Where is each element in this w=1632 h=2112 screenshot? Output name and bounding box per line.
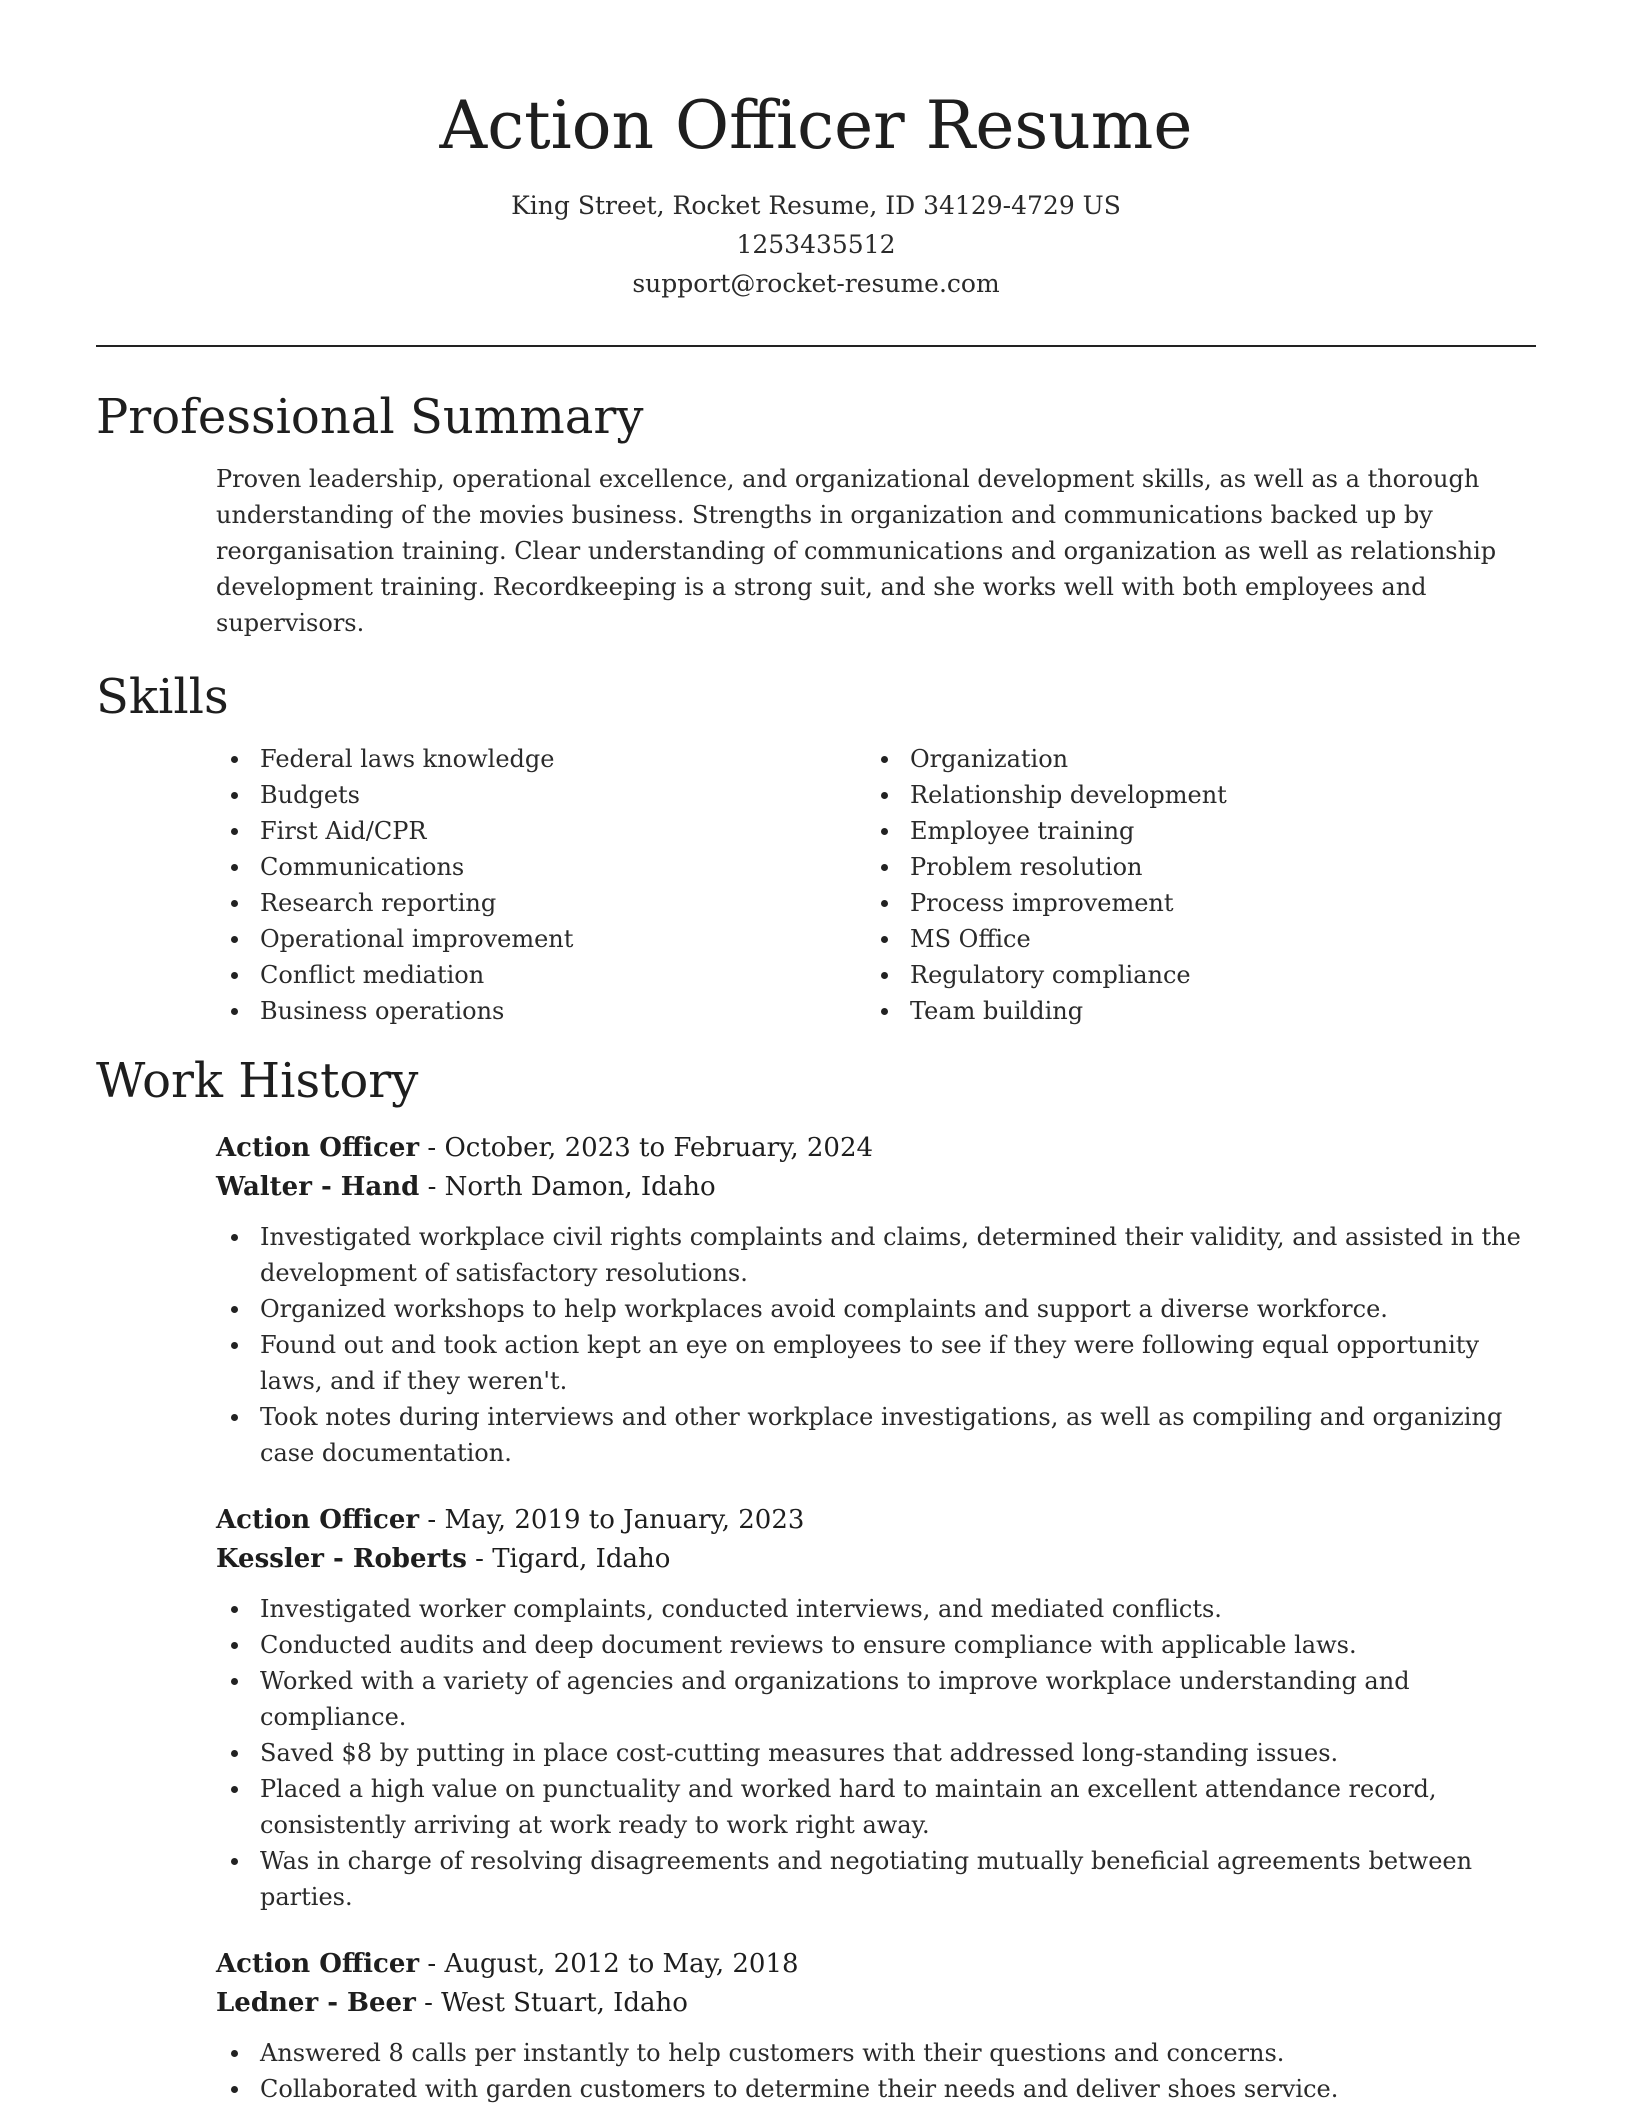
job-entry <box>96 1945 1536 2107</box>
job-bullet: Took notes during interviews and other workplace investigations, as well as compiling and organizing case documentation. <box>216 1399 1536 1471</box>
skill-item: Budgets <box>216 777 866 813</box>
resume-title: Action Officer Resume <box>439 87 1193 164</box>
job-title-line: Action Officer - May, 2019 to January, 2023 <box>216 1505 805 1535</box>
job-entry <box>96 1129 1536 1471</box>
job-title-line: Action Officer - October, 2023 to February, 2024 <box>216 1133 874 1163</box>
skill-item: Operational improvement <box>216 921 866 957</box>
contact-phone: 1253435512 <box>736 230 896 259</box>
skill-item: MS Office <box>866 921 1516 957</box>
skill-item: Process improvement <box>866 885 1516 921</box>
skill-item: First Aid/CPR <box>216 813 866 849</box>
job-bullet: Was in charge of resolving disagreements and negotiating mutually beneficial agreements between parties. <box>216 1843 1536 1915</box>
job-bullet-list <box>216 2035 1536 2107</box>
job-company-line: Walter - Hand - North Damon, Idaho <box>216 1172 716 1202</box>
job-bullet: Collaborated with garden customers to determine their needs and deliver shoes service. <box>216 2071 1536 2107</box>
job-dates: August, 2012 to May, 2018 <box>444 1949 799 1979</box>
job-bullet-list <box>216 1591 1536 1915</box>
skills-column-left <box>216 741 866 1029</box>
job-title: Action Officer <box>216 1949 420 1979</box>
skills-grid <box>96 741 1536 1029</box>
job-bullet: Investigated worker complaints, conducted interviews, and mediated conflicts. <box>216 1591 1536 1627</box>
contact-address: King Street, Rocket Resume, ID 34129-4729 US <box>511 191 1121 220</box>
skill-item: Communications <box>216 849 866 885</box>
professional-summary-section <box>96 387 1536 641</box>
job-bullet: Organized workshops to help workplaces avoid complaints and support a diverse workforce. <box>216 1291 1536 1327</box>
job-title: Action Officer <box>216 1133 420 1163</box>
job-company: Kessler - Roberts <box>216 1544 467 1574</box>
skill-item: Business operations <box>216 993 866 1029</box>
job-dates: May, 2019 to January, 2023 <box>444 1505 805 1535</box>
job-company-line: Kessler - Roberts - Tigard, Idaho <box>216 1544 671 1574</box>
resume-header <box>96 80 1536 303</box>
job-location: West Stuart, Idaho <box>441 1988 688 2018</box>
job-title: Action Officer <box>216 1505 420 1535</box>
job-dates: October, 2023 to February, 2024 <box>444 1133 874 1163</box>
skill-item: Conflict mediation <box>216 957 866 993</box>
job-title-line: Action Officer - August, 2012 to May, 2018 <box>216 1949 799 1979</box>
job-entry <box>96 1501 1536 1915</box>
job-company: Walter - Hand <box>216 1172 420 1202</box>
job-location: North Damon, Idaho <box>444 1172 716 1202</box>
job-bullet: Answered 8 calls per instantly to help customers with their questions and concerns. <box>216 2035 1536 2071</box>
skill-item: Research reporting <box>216 885 866 921</box>
job-bullet: Conducted audits and deep document reviews to ensure compliance with applicable laws. <box>216 1627 1536 1663</box>
job-bullet: Investigated workplace civil rights complaints and claims, determined their validity, and assisted in the development of satisfactory resolutions. <box>216 1219 1536 1291</box>
work-history-section <box>96 1051 1536 2107</box>
skill-item: Employee training <box>866 813 1516 849</box>
skill-item: Federal laws knowledge <box>216 741 866 777</box>
job-bullet: Placed a high value on punctuality and worked hard to maintain an excellent attendance record, consistently arriving at work ready to work right away. <box>216 1771 1536 1843</box>
job-bullet-list <box>216 1219 1536 1471</box>
skill-item: Team building <box>866 993 1516 1029</box>
section-heading-summary: Professional Summary <box>96 389 644 445</box>
summary-text: Proven leadership, operational excellence, and organizational development skills, as well as a thorough understanding of the movies business. Strengths in organization and communications backed up by reorganisation training. Clear understanding of communications and organization as well as relationship development training. Recordkeeping is a strong suit, and she works well with both employees and supervisors. <box>216 465 1497 637</box>
header-divider <box>96 345 1536 347</box>
contact-email: support@rocket-resume.com <box>632 269 1000 298</box>
section-heading-skills: Skills <box>96 669 229 725</box>
job-location: Tigard, Idaho <box>492 1544 671 1574</box>
job-bullet: Saved $8 by putting in place cost-cutting measures that addressed long-standing issues. <box>216 1735 1536 1771</box>
skill-item: Regulatory compliance <box>866 957 1516 993</box>
job-bullet: Worked with a variety of agencies and organizations to improve workplace understanding and compliance. <box>216 1663 1536 1735</box>
section-heading-work: Work History <box>96 1053 419 1109</box>
skill-item: Problem resolution <box>866 849 1516 885</box>
job-bullet: Found out and took action kept an eye on employees to see if they were following equal opportunity laws, and if they weren't. <box>216 1327 1536 1399</box>
job-company-line: Ledner - Beer - West Stuart, Idaho <box>216 1988 688 2018</box>
job-company: Ledner - Beer <box>216 1988 416 2018</box>
skill-item: Relationship development <box>866 777 1516 813</box>
skills-column-right <box>866 741 1516 1029</box>
skill-item: Organization <box>866 741 1516 777</box>
skills-section <box>96 667 1536 1029</box>
job-list <box>96 1129 1536 2107</box>
